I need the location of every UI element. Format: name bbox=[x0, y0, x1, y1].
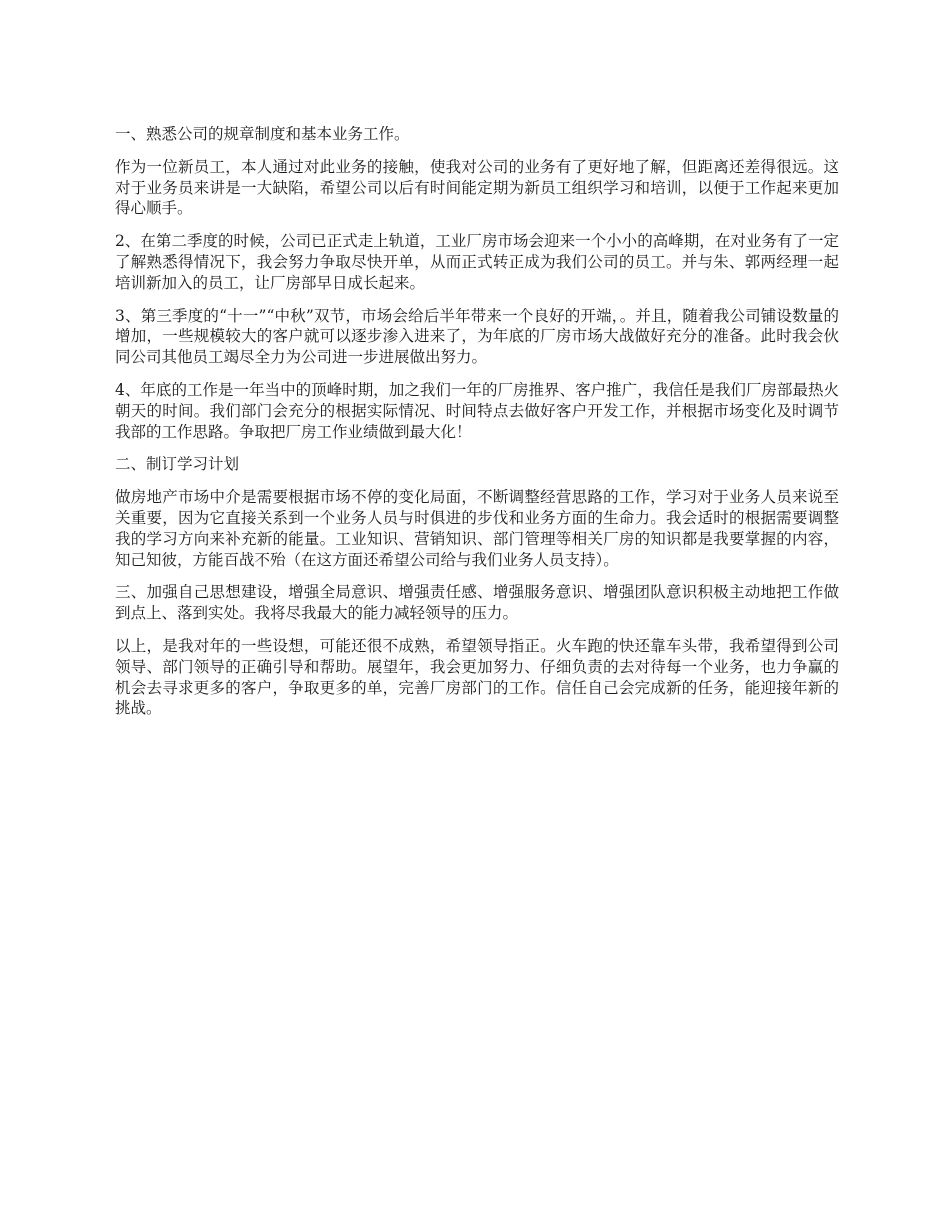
paragraph-q2: 2、在第二季度的时候，公司已正式走上轨道，工业厂房市场会迎来一个小小的高峰期，在对业务有了一定了解熟悉得情况下，我会努力争取尽快开单，从而正式转正成为我们公司的员工。并与朱、郭两经理一起培训新加入的员工，让厂房部早日成长起来。 bbox=[115, 232, 839, 292]
paragraph-q3: 3、第三季度的“十一”“中秋”双节，市场会给后半年带来一个良好的开端，。并且，随着我公司铺设数量的增加，一些规模较大的客户就可以逐步渗入进来了，为年底的厂房市场大战做好充分的准备。此时我会伙同公司其他员工竭尽全力为公司进一步进展做出努力。 bbox=[115, 306, 839, 367]
paragraph-q4: 4、年底的工作是一年当中的顶峰时期，加之我们一年的厂房推界、客户推广，我信任是我们厂房部最热火朝天的时间。我们部门会充分的根据实际情况、时间特点去做好客户开发工作，并根据市场变化及时调节我部的工作思路。争取把厂房工作业绩做到最大化！ bbox=[115, 380, 839, 441]
section-heading-1: 一、熟悉公司的规章制度和基本业务工作。 bbox=[115, 125, 410, 143]
section-heading-2: 二、制订学习计划 bbox=[115, 455, 240, 474]
paragraph-new-employee: 作为一位新员工，本人通过对此业务的接触，使我对公司的业务有了更好地了解，但距离还差得很远。这对于业务员来讲是一大缺陷，希望公司以后有时间能定期为新员工组织学习和培训，以便于工作起来更加得心顺手。 bbox=[115, 157, 839, 218]
document-body bbox=[115, 124, 839, 731]
section-heading-3: 三、加强自己思想建设，增强全局意识、增强责任感、增强服务意识、增强团队意识积极主动地把工作做到点上、落到实处。我将尽我最大的能力减轻领导的压力。 bbox=[115, 583, 839, 623]
paragraph-learning-plan: 做房地产市场中介是需要根据市场不停的变化局面，不断调整经营思路的工作，学习对于业务人员来说至关重要，因为它直接关系到一个业务人员与时俱进的步伐和业务方面的生命力。我会适时的根据需要调整我的学习方向来补充新的能量。工业知识、营销知识、部门管理等相关厂房的知识都是我要掌握的内容，知己知彼，方能百战不殆（在这方面还希望公司给与我们业务人员支持）。 bbox=[115, 488, 839, 569]
paragraph-conclusion: 以上，是我对年的一些设想，可能还很不成熟，希望领导指正。火车跑的快还靠车头带，我希望得到公司领导、部门领导的正确引导和帮助。展望年，我会更加努力、仔细负责的去对待每一个业务，也力争赢的机会去寻求更多的客户，争取更多的单，完善厂房部门的工作。信任自己会完成新的任务，能迎接年新的挑战。 bbox=[115, 636, 839, 718]
